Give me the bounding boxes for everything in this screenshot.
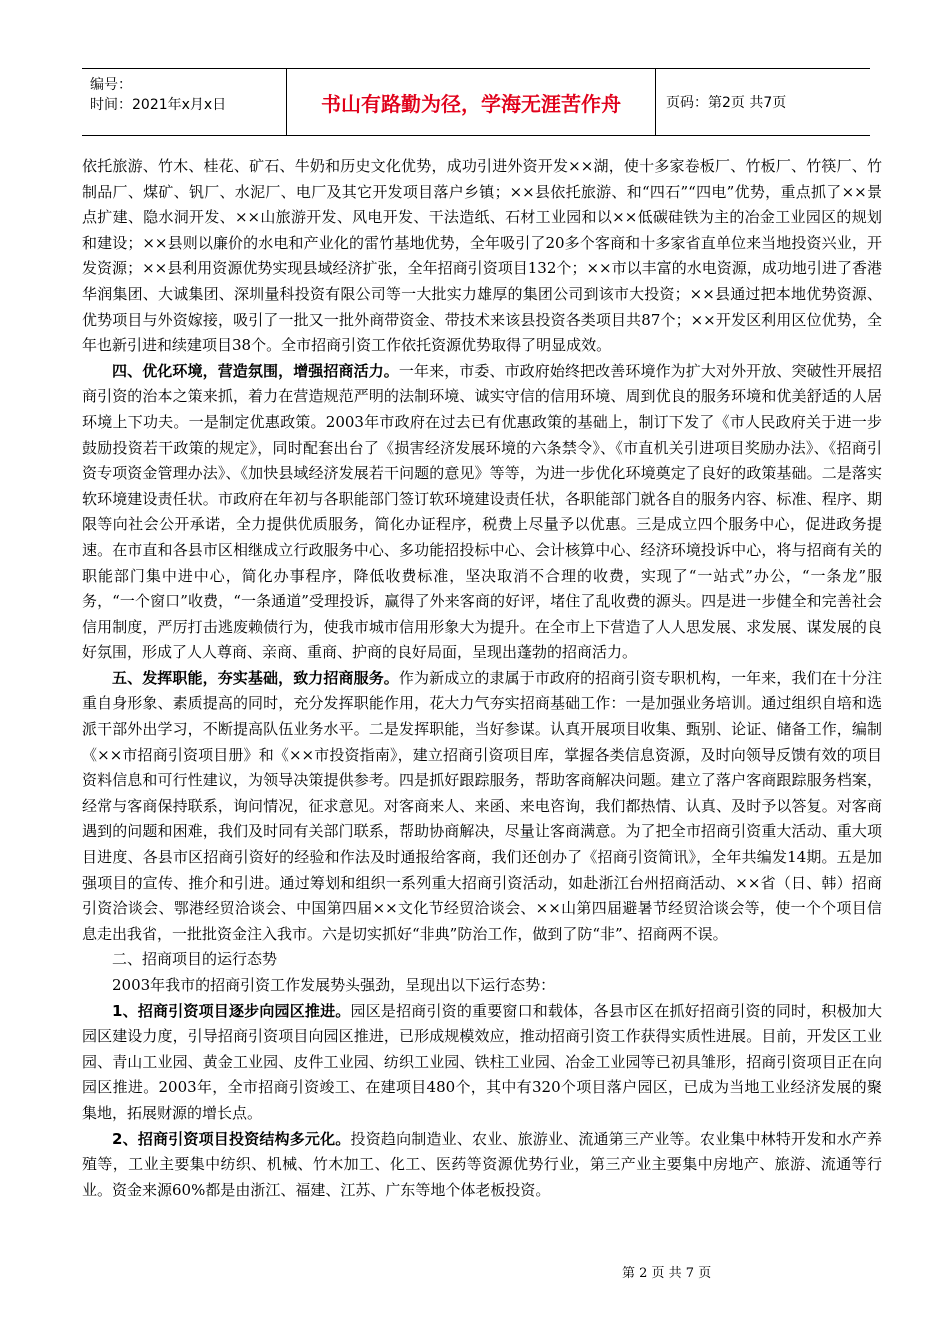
item-heading: 1、招商引资项目逐步向园区推进。: [112, 1001, 351, 1020]
item-text: 园区是招商引资的重要窗口和载体，各县市区在抓好招商引资的同时，积极加大园区建设力度，引导招商引资项目向园区推进，已形成规模效应，推动招商引资工作获得实质性进展。目前，开发区工业园、青山工业园、黄金工业园、皮件工业园、纺织工业园、铁柱工业园、冶金工业园等已初具雏形，招商引资项目正在向园区推进。2003年，全市招商引资竣工、在建项目480个，其中有320个项目落户园区，已成为当地工业经济发展的聚集地，拓展财源的增长点。: [82, 1001, 882, 1122]
doc-number-label: 编号：: [90, 77, 132, 93]
doc-time-label: 时间：2021年x月x日: [90, 97, 227, 113]
header-motto-cell: [286, 69, 656, 135]
header-page-info: 页码：第2页 共7页: [666, 95, 787, 111]
page-footer: 第 2 页 共 7 页: [622, 1266, 712, 1281]
header-motto: 书山有路勤为径，学海无涯苦作舟: [321, 91, 621, 116]
paragraph-item-2: [82, 1127, 882, 1204]
section-text: 一年来，市委、市政府始终把改善环境作为扩大对外开放、突破性开展招商引资的治本之策来抓，着力在营造规范严明的法制环境、诚实守信的信用环境、周到优良的服务环境和优美舒适的人居环境上下功夫。一是制定优惠政策。2003年市政府在过去已有优惠政策的基础上，制订下发了《市人民政府关于进一步鼓励投资若干政策的规定》，同时配套出台了《损害经济发展环境的六条禁令》、《市直机关引进项目奖励办法》、《招商引资专项资金管理办法》、《加快县域经济发展若干问题的意见》等等，为进一步优化环境奠定了良好的政策基础。二是落实软环境建设责任状。市政府在年初与各职能部门签订软环境建设责任状，各职能部门就各自的服务内容、标准、程序、期限等向社会公开承诺，全力提供优质服务，简化办证程序，税费上尽量予以优惠。三是成立四个服务中心，促进政务提速。在市直和各县市区相继成立行政服务中心、多功能招投标中心、会计核算中心、经济环境投诉中心，将与招商有关的职能部门集中进中心，简化办事程序，降低收费标准，坚决取消不合理的收费，实现了“一站式”办公，“一条龙”服务，“一个窗口”收费，“一条通道”受理投诉，赢得了外来客商的好评，堵住了乱收费的源头。四是进一步健全和完善社会信用制度，严厉打击逃废赖债行为，使我市城市信用形象大为提升。在全市上下营造了人人思发展、求发展、谋发展的良好氛围，形成了人人尊商、亲商、重商、护商的良好局面，呈现出蓬勃的招商活力。: [82, 361, 882, 662]
item-heading: 2、招商引资项目投资结构多元化。: [112, 1129, 351, 1148]
paragraph-continued: 依托旅游、竹木、桂花、矿石、牛奶和历史文化优势，成功引进外资开发××湖，使十多家卷板厂、竹板厂、竹筷厂、竹制品厂、煤矿、钒厂、水泥厂、电厂及其它开发项目落户乡镇；××县依托旅游、和“四石”“四电”优势，重点抓了××景点扩建、隐水洞开发、××山旅游开发、风电开发、干法造纸、石材工业园和以××低碳硅铁为主的冶金工业园区的规划和建设；××县则以廉价的水电和产业化的雷竹基地优势，全年吸引了20多个客商和十多家省直单位来当地投资兴业，开发资源；××县利用资源优势实现县域经济扩张，全年招商引资项目132个；××市以丰富的水电资源，成功地引进了香港华润集团、大诚集团、深圳量科投资有限公司等一大批实力雄厚的集团公司到该市大投资；××县通过把本地优势资源、优势项目与外资嫁接，吸引了一批又一批外商带资金、带技术来该县投资各类项目共87个；××开发区利用区位优势，全年也新引进和续建项目38个。全市招商引资工作依托资源优势取得了明显成效。: [82, 157, 882, 355]
paragraph-item-1: [82, 999, 882, 1127]
paragraph-section-5: [82, 666, 882, 948]
paragraph-intro: 2003年我市的招商引资工作发展势头强劲，呈现出以下运行态势：: [112, 976, 556, 994]
item-text: 投资趋向制造业、农业、旅游业、流通第三产业等。农业集中林特开发和水产养殖等，工业主要集中纺织、机械、竹木加工、化工、医药等资源优势行业，第三产业主要集中房地产、旅游、流通等行业。资金来源60%都是由浙江、福建、江苏、广东等地个体老板投资。: [82, 1129, 882, 1199]
header-meta: [82, 69, 286, 135]
section-text: 作为新成立的隶属于市政府的招商引资专职机构，一年来，我们在十分注重自身形象、素质提高的同时，充分发挥职能作用，花大力气夯实招商基础工作：一是加强业务培训。通过组织自培和选派干部外出学习，不断提高队伍业务水平。二是发挥职能，当好参谋。认真开展项目收集、甄别、论证、储备工作，编制《××市招商引资项目册》和《××市投资指南》，建立招商引资项目库，掌握各类信息资源，及时向领导反馈有效的项目资料信息和可行性建议，为领导决策提供参考。四是抓好跟踪服务，帮助客商解决问题。建立了落户客商跟踪服务档案，经常与客商保持联系，询问情况，征求意见。对客商来人、来函、来电咨询，我们都热情、认真、及时予以答复。对客商遇到的问题和困难，我们及时同有关部门联系，帮助协商解决，尽量让客商满意。为了把全市招商引资重大活动、重大项目进度、各县市区招商引资好的经验和作法及时通报给客商，我们还创办了《招商引资简讯》，全年共编发14期。五是加强项目的宣传、推介和引进。通过筹划和组织一系列重大招商引资活动，如赴浙江台州招商活动、××省（日、韩）招商引资洽谈会、鄂港经贸洽谈会、中国第四届××文化节经贸洽谈会、××山第四届避暑节经贸洽谈会等，使一个个项目信息走出我省，一批批资金注入我市。六是切实抓好“非典”防治工作，做到了防“非”、招商两不误。: [82, 668, 882, 943]
section-heading: 五、发挥职能，夯实基础，致力招商服务。: [112, 668, 399, 687]
document-body: [82, 154, 882, 1203]
chapter-heading: 二、招商项目的运行态势: [112, 950, 278, 969]
section-heading: 四、优化环境，营造氛围，增强招商活力。: [112, 361, 399, 380]
paragraph-section-4: [82, 359, 882, 666]
document-header: [82, 68, 870, 136]
